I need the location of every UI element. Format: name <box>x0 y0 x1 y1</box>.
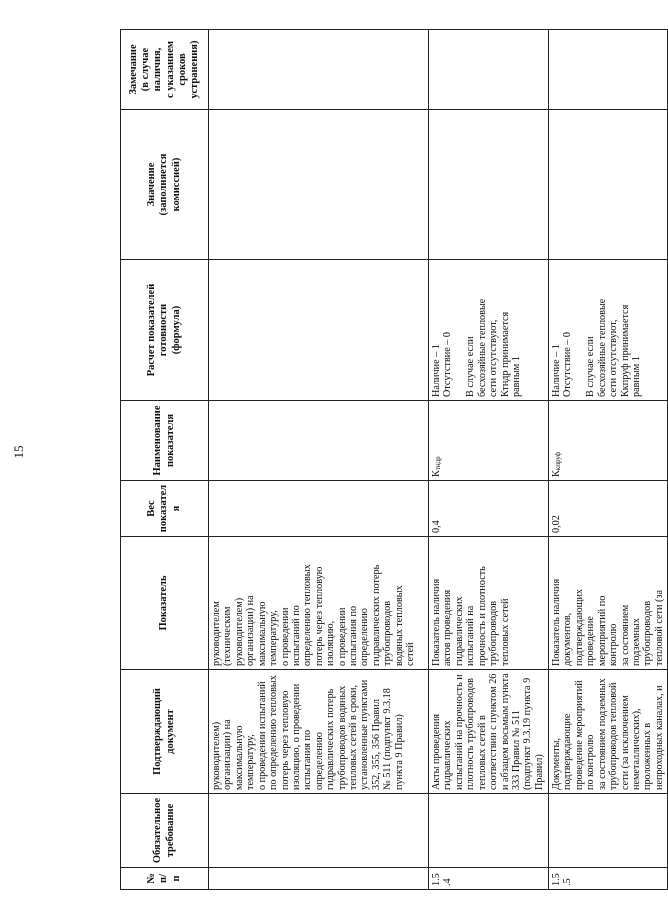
header-remark: Замечание (в случае наличия, с указанием сроков устранения) <box>121 30 209 110</box>
header-name: Наименование показателя <box>121 401 209 481</box>
header-requirement: Обязательное требование <box>121 794 209 868</box>
document-sheet <box>120 30 665 890</box>
rotated-table-wrapper <box>120 30 665 890</box>
cell-name <box>209 401 429 481</box>
table-row <box>549 30 668 890</box>
cell-indicator: руководителем (техническим руководителем) организации) на максимальную температуру, о проведении испытаний по определению тепловых потерь через тепловую изоляцию, о проведении испытания по определению гидравлических потерь трубопроводов водяных тепловых сетей <box>209 537 429 670</box>
cell-requirement <box>209 794 429 868</box>
cell-weight <box>209 481 429 537</box>
cell-num: 1.5.5 <box>549 868 668 890</box>
cell-remark <box>549 30 668 110</box>
cell-value <box>429 110 549 260</box>
cell-indicator: Показатель наличия актов проведения гидравлических испытаний на прочность и плотность трубопроводов тепловых сетей <box>429 537 549 670</box>
cell-requirement <box>429 794 549 868</box>
header-num: № п/п <box>121 868 209 890</box>
cell-remark <box>209 30 429 110</box>
name-main: К <box>551 470 562 477</box>
cell-document: руководителем) организации) на максимальную температуру, о проведении испытаний по определению тепловых потерь через тепловую изоляцию, о проведении испытания по определению гидравлических потерь трубопроводов водяных тепловых сетей в сроки, установленные пунктами 352, 355, 356 Правил № 511 (подпункт 9.3.18 пункта 9 Правил) <box>209 670 429 794</box>
cell-name <box>549 401 668 481</box>
header-weight: Вес показателя <box>121 481 209 537</box>
name-main: К <box>431 470 442 477</box>
cell-weight: 0,02 <box>549 481 668 537</box>
header-value: Значение (заполняется комиссией) <box>121 110 209 260</box>
name-subscript: тндр <box>434 456 442 471</box>
cell-value <box>209 110 429 260</box>
cell-formula: Наличие – 1 Отсутствие – 0 В случае если бесхозяйные тепловые сети отсутствуют, Ккпруф принимается равным 1 <box>549 260 668 401</box>
cell-document: Документы, подтверждающие проведение мероприятий по контролю за состоянием подземных трубопроводов тепловой сети (за исключением неметаллических), проложенных в непроходных каналах, и <box>549 670 668 794</box>
cell-num <box>209 868 429 890</box>
table-row <box>209 30 429 890</box>
cell-remark <box>429 30 549 110</box>
cell-formula <box>209 260 429 401</box>
cell-indicator: Показатель наличия документов, подтверждающих проведение мероприятий по контролю за состоянием подземных трубопроводов тепловой сети (за <box>549 537 668 670</box>
cell-requirement <box>549 794 668 868</box>
cell-value <box>549 110 668 260</box>
cell-weight: 0,4 <box>429 481 549 537</box>
name-subscript: кпруф <box>554 451 562 471</box>
header-formula: Расчет показателей готовности (формула) <box>121 260 209 401</box>
table-header-row <box>121 30 209 890</box>
header-document: Подтверждающий документ <box>121 670 209 794</box>
cell-num: 1.5.4 <box>429 868 549 890</box>
page-number: 15 <box>11 445 26 459</box>
cell-formula: Наличие – 1 Отсутствие – 0 В случае если бесхозяйные тепловые сети отсутствуют, Ктндр принимается равным 1 <box>429 260 549 401</box>
cell-document: Акты проведения гидравлических испытаний на прочность и плотность трубопроводов тепловых сетей в соответствии с пунктом 26 и абзацем восьмым пункта 333 Правил № 511 (подпункт 9.3.19 пункта 9 Правил) <box>429 670 549 794</box>
table-row <box>429 30 549 890</box>
header-indicator: Показатель <box>121 537 209 670</box>
cell-name <box>429 401 549 481</box>
readiness-table <box>120 29 668 890</box>
